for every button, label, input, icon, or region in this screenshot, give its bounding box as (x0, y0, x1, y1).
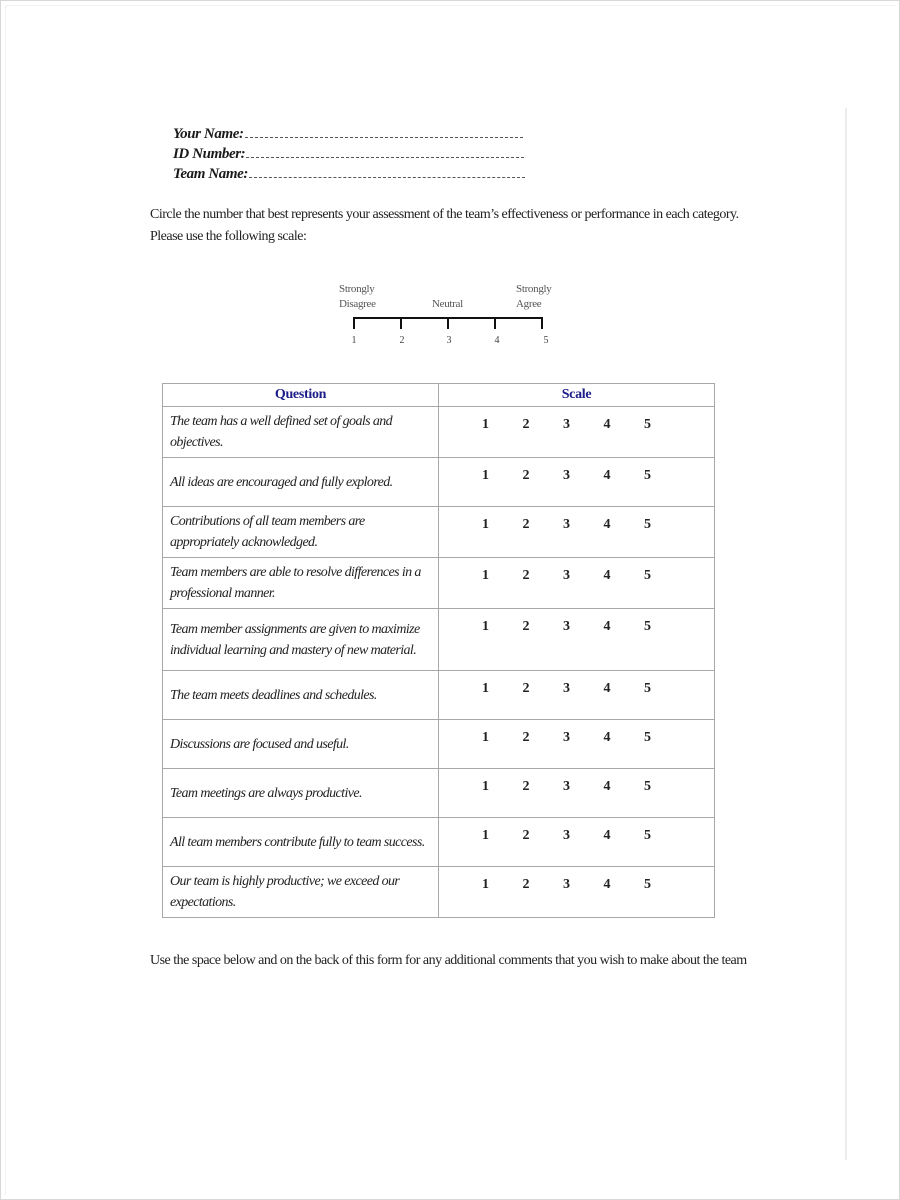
rating-option[interactable]: 3 (563, 517, 570, 532)
id-number-field[interactable] (173, 144, 525, 164)
question-text: All team members contribute fully to team success. (163, 818, 439, 867)
team-name-label: Team Name: (173, 166, 249, 182)
rating-option[interactable]: 1 (482, 877, 489, 892)
rating-options (439, 609, 714, 635)
scale-cell (439, 867, 715, 918)
rating-options (439, 769, 714, 795)
question-text: The team meets deadlines and schedules. (163, 671, 439, 720)
rating-options (439, 671, 714, 697)
scale-cell (439, 458, 715, 507)
scale-tick (353, 317, 355, 329)
rating-option[interactable]: 5 (644, 877, 651, 892)
id-number-label: ID Number: (173, 146, 246, 162)
table-row (163, 458, 715, 507)
question-text: Team member assignments are given to maximize individual learning and mastery of new material. (163, 609, 439, 671)
scale-tick (541, 317, 543, 329)
rating-option[interactable]: 4 (603, 619, 611, 634)
scale-high-label-line2: Agree (516, 298, 542, 310)
rating-option[interactable]: 5 (644, 568, 651, 583)
scale-cell (439, 558, 715, 609)
scale-tick (447, 317, 449, 329)
scale-point-label: 4 (494, 335, 500, 346)
rating-option[interactable]: 2 (522, 619, 530, 634)
rating-option[interactable]: 2 (522, 468, 530, 483)
your-name-blank[interactable] (245, 127, 523, 138)
rating-option[interactable]: 3 (563, 828, 570, 843)
rating-option[interactable]: 4 (603, 417, 611, 432)
rating-option[interactable]: 4 (603, 779, 611, 794)
rating-option[interactable]: 1 (482, 828, 489, 843)
scale-legend (330, 282, 570, 352)
rating-option[interactable]: 2 (522, 517, 530, 532)
scale-cell (439, 609, 715, 671)
rating-option[interactable]: 3 (563, 568, 570, 583)
scale-cell (439, 769, 715, 818)
scale-low-label-line1: Strongly (339, 283, 375, 295)
rating-option[interactable]: 2 (522, 417, 530, 432)
rating-option[interactable]: 4 (603, 517, 611, 532)
rating-option[interactable]: 4 (603, 828, 611, 843)
rating-option[interactable]: 2 (522, 779, 530, 794)
margin-rule (845, 108, 847, 1160)
rating-option[interactable]: 3 (563, 877, 570, 892)
rating-option[interactable]: 5 (644, 779, 651, 794)
table-row (163, 609, 715, 671)
scale-low-label-line2: Disagree (339, 298, 376, 310)
question-text: Discussions are focused and useful. (163, 720, 439, 769)
rating-option[interactable]: 3 (563, 417, 570, 432)
rating-option[interactable]: 3 (563, 619, 570, 634)
rating-option[interactable]: 2 (522, 828, 530, 843)
closing-instructions: Use the space below and on the back of this form for any additional comments that you wish to make about the team (150, 953, 747, 968)
rating-option[interactable]: 2 (522, 568, 530, 583)
rating-option[interactable]: 4 (603, 877, 611, 892)
question-text: Team meetings are always productive. (163, 769, 439, 818)
question-text: Team members are able to resolve differences in a professional manner. (163, 558, 439, 609)
rating-option[interactable]: 5 (644, 681, 651, 696)
rating-option[interactable]: 3 (563, 730, 570, 745)
table-header-row (163, 384, 715, 407)
rating-options (439, 818, 714, 844)
scale-point-label: 3 (446, 335, 452, 346)
scale-column-header: Scale (439, 384, 715, 407)
rating-option[interactable]: 5 (644, 468, 651, 483)
rating-option[interactable]: 1 (482, 517, 489, 532)
rating-option[interactable]: 4 (603, 468, 611, 483)
rating-option[interactable]: 4 (603, 730, 611, 745)
assessment-table (162, 383, 715, 918)
table-row (163, 407, 715, 458)
scale-cell (439, 720, 715, 769)
scale-cell (439, 818, 715, 867)
rating-option[interactable]: 5 (644, 828, 651, 843)
scale-tick (494, 317, 496, 329)
your-name-field[interactable] (173, 124, 525, 144)
rating-option[interactable]: 5 (644, 517, 651, 532)
rating-options (439, 558, 714, 584)
rating-option[interactable]: 3 (563, 681, 570, 696)
your-name-label: Your Name: (173, 126, 244, 142)
table-row (163, 818, 715, 867)
rating-option[interactable]: 2 (522, 877, 530, 892)
identification-block (173, 124, 525, 184)
table-row (163, 867, 715, 918)
page-edge-shadow (5, 5, 6, 1195)
question-text: Contributions of all team members are appropriately acknowledged. (163, 507, 439, 558)
rating-option[interactable]: 1 (482, 468, 489, 483)
scale-point-label: 5 (543, 335, 549, 346)
question-column-header: Question (163, 384, 439, 407)
rating-option[interactable]: 5 (644, 730, 651, 745)
question-text: All ideas are encouraged and fully explored. (163, 458, 439, 507)
rating-options (439, 867, 714, 893)
rating-option[interactable]: 1 (482, 417, 489, 432)
scale-point-label: 1 (351, 335, 357, 346)
rating-option[interactable]: 1 (482, 681, 489, 696)
scale-cell (439, 407, 715, 458)
id-number-blank[interactable] (246, 147, 524, 158)
scale-mid-label: Neutral (432, 298, 463, 310)
team-name-blank[interactable] (249, 167, 525, 178)
rating-option[interactable]: 4 (603, 568, 611, 583)
rating-option[interactable]: 1 (482, 568, 489, 583)
scale-cell (439, 671, 715, 720)
table-row (163, 671, 715, 720)
rating-option[interactable]: 1 (482, 619, 489, 634)
table-row (163, 720, 715, 769)
rating-options (439, 458, 714, 484)
scale-cell (439, 507, 715, 558)
table-row (163, 507, 715, 558)
rating-option[interactable]: 1 (482, 779, 489, 794)
question-text: Our team is highly productive; we exceed our expectations. (163, 867, 439, 918)
rating-option[interactable]: 2 (522, 730, 530, 745)
team-name-field[interactable] (173, 164, 525, 184)
scale-high-label-line1: Strongly (516, 283, 552, 295)
table-row (163, 769, 715, 818)
rating-option[interactable]: 1 (482, 730, 489, 745)
scale-tick (400, 317, 402, 329)
rating-options (439, 407, 714, 433)
question-text: The team has a well defined set of goals and objectives. (163, 407, 439, 458)
rating-option[interactable]: 2 (522, 681, 530, 696)
rating-option[interactable]: 3 (563, 468, 570, 483)
rating-options (439, 720, 714, 746)
instructions-text: Circle the number that best represents your assessment of the team’s effectiveness or performance in each category. Please use the following scale: (150, 207, 739, 244)
scale-point-label: 2 (399, 335, 405, 346)
rating-option[interactable]: 5 (644, 619, 651, 634)
rating-option[interactable]: 4 (603, 681, 611, 696)
table-row (163, 558, 715, 609)
rating-option[interactable]: 5 (644, 417, 651, 432)
rating-option[interactable]: 3 (563, 779, 570, 794)
page-edge-shadow (5, 5, 895, 6)
rating-options (439, 507, 714, 533)
